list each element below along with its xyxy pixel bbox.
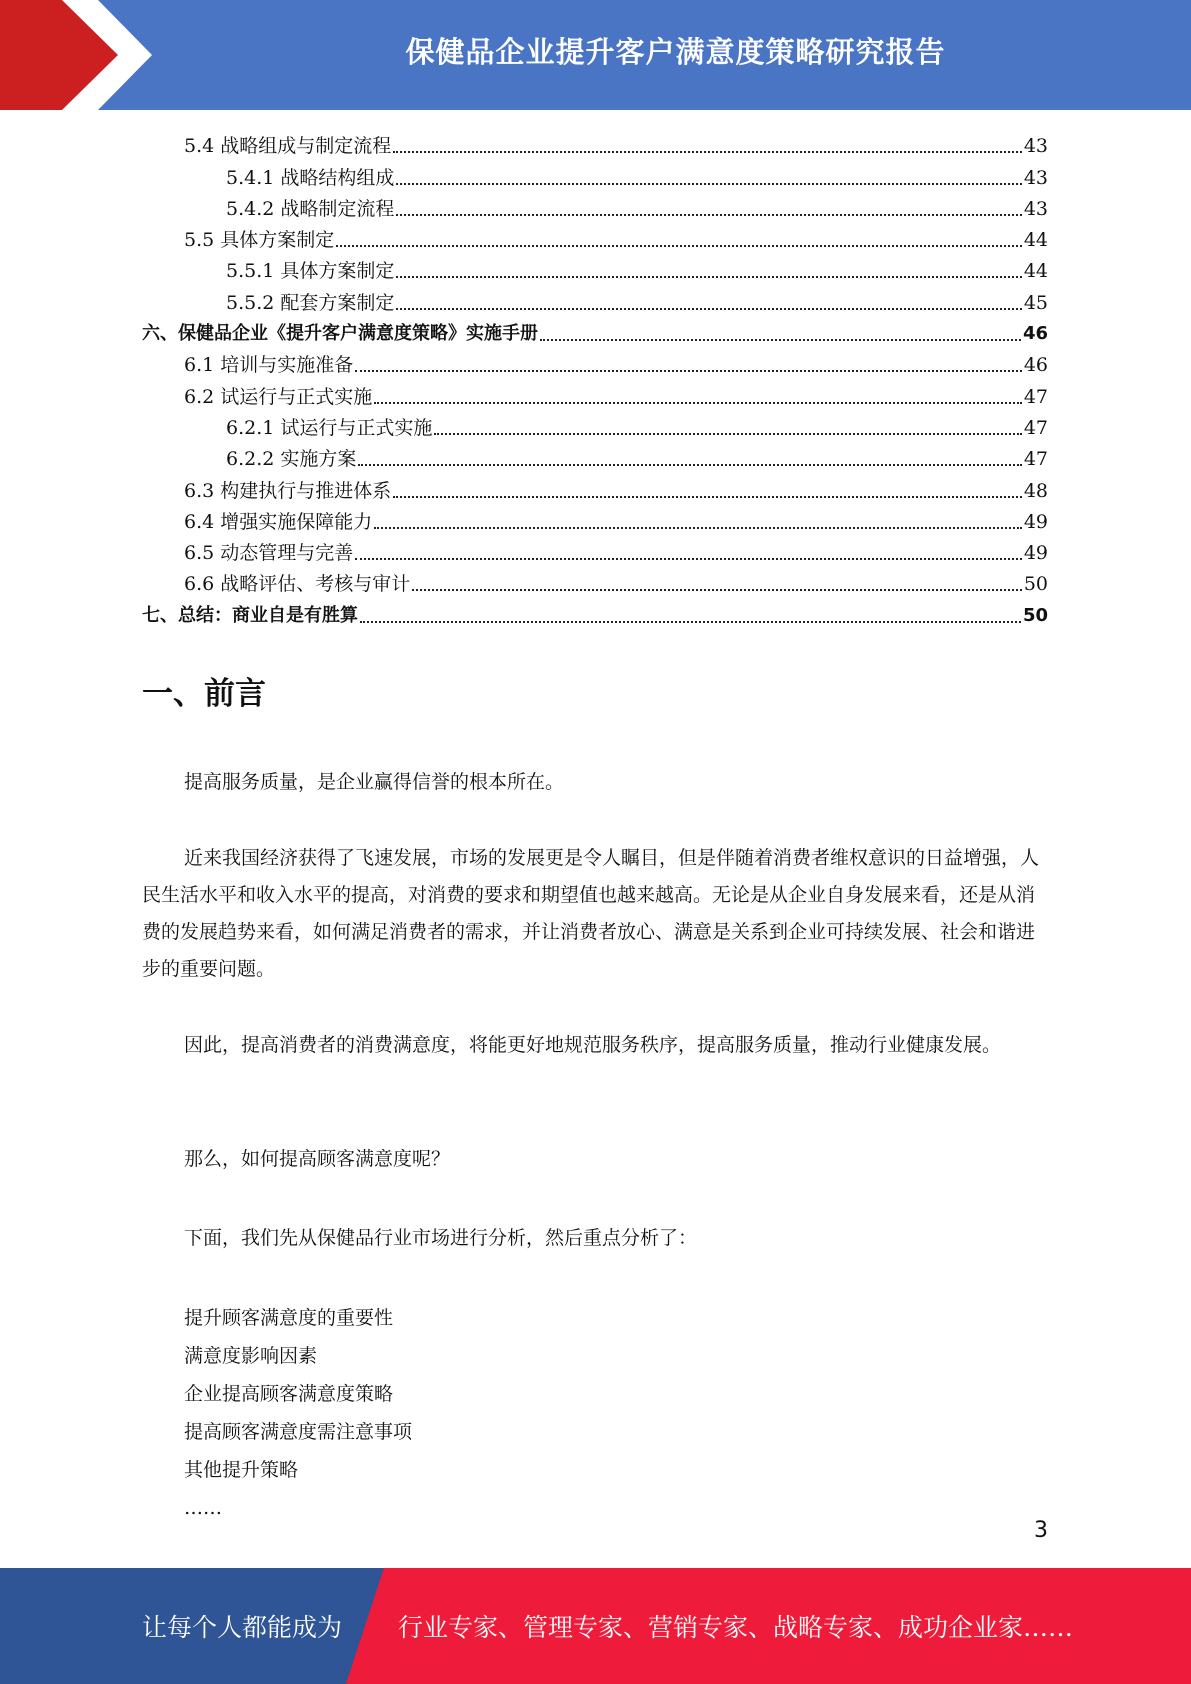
list-item: 企业提高顾客满意度策略: [184, 1383, 394, 1405]
toc-entry-label: 6.1 培训与实施准备: [184, 354, 354, 377]
list-item: 提高顾客满意度需注意事项: [184, 1421, 413, 1443]
toc-entry-page: 44: [1023, 229, 1048, 252]
list-item: 其他提升策略: [184, 1459, 299, 1481]
paragraph: 提高服务质量，是企业赢得信誉的根本所在。: [184, 771, 565, 793]
toc-entry-label: 6.3 构建执行与推进体系: [184, 479, 392, 502]
toc-entry-page: 50: [1023, 573, 1048, 596]
toc-leader-dots: [336, 244, 1022, 247]
toc-entry-page: 47: [1023, 385, 1048, 408]
toc-entry[interactable]: [142, 127, 1048, 158]
toc-entry-label: 七、总结：商业自是有胜算: [142, 604, 358, 626]
header-title: 保健品企业提升客户满意度策略研究报告: [405, 34, 946, 69]
toc-entry-label: 六、保健品企业《提升客户满意度策略》实施手册: [142, 323, 538, 345]
analysis-list: [184, 1299, 412, 1527]
toc-entry[interactable]: [142, 471, 1048, 502]
toc-leader-dots: [396, 275, 1021, 278]
toc-entry[interactable]: [142, 190, 1048, 221]
toc-leader-dots: [355, 369, 1022, 372]
toc-entry[interactable]: [142, 346, 1048, 377]
toc-leader-dots: [434, 432, 1021, 435]
toc-entry-page: 45: [1023, 291, 1048, 314]
toc-entry-label: 6.2 试运行与正式实施: [184, 385, 373, 408]
toc-leader-dots: [355, 557, 1022, 560]
toc-leader-dots: [396, 307, 1021, 310]
toc-leader-dots: [374, 526, 1022, 529]
toc-entry[interactable]: [142, 440, 1048, 471]
toc-entry[interactable]: [142, 534, 1048, 565]
toc-entry-label: 6.6 战略评估、考核与审计: [184, 573, 411, 596]
toc-leader-dots: [396, 213, 1021, 216]
toc-entry-page: 43: [1023, 135, 1048, 158]
toc-entry-label: 5.4.1 战略结构组成: [226, 166, 395, 189]
paragraph: 近来我国经济获得了飞速发展，市场的发展更是令人瞩目，但是伴随着消费者维权意识的日益增强，人民生活水平和收入水平的提高，对消费的要求和期望值也越来越高。无论是从企业自身发展来看，还是从消费的发展趋势来看，如何满足消费者的需求，并让消费者放心、满意是关系到企业可持续发展、社会和谐进步的重要问题。: [142, 847, 1040, 980]
toc-entry-label: 6.5 动态管理与完善: [184, 542, 354, 565]
toc-entry-page: 49: [1023, 542, 1048, 565]
toc-leader-dots: [374, 401, 1022, 404]
toc-leader-dots: [412, 588, 1022, 591]
toc-leader-dots: [358, 463, 1021, 466]
toc-entry-page: 50: [1022, 604, 1048, 626]
paragraph: 因此，提高消费者的消费满意度，将能更好地规范服务秩序，提高服务质量，推动行业健康发展。: [184, 1034, 1002, 1056]
toc-entry-page: 43: [1023, 197, 1048, 220]
section-title: 一、前言: [142, 676, 266, 712]
toc-entry[interactable]: [142, 315, 1048, 346]
toc-entry-label: 6.2.2 实施方案: [226, 448, 357, 471]
toc-leader-dots: [393, 150, 1022, 153]
toc-entry-label: 5.5.1 具体方案制定: [226, 260, 395, 283]
toc-entry-page: 44: [1023, 260, 1048, 283]
toc-entry-page: 46: [1023, 354, 1048, 377]
toc-entry-label: 6.2.1 试运行与正式实施: [226, 416, 433, 439]
page-number: 3: [1034, 1518, 1048, 1543]
toc-leader-dots: [393, 495, 1022, 498]
toc-entry[interactable]: [142, 377, 1048, 408]
toc-entry[interactable]: [142, 221, 1048, 252]
toc-entry-label: 6.4 增强实施保障能力: [184, 510, 373, 533]
toc-entry-page: 48: [1023, 479, 1048, 502]
toc-entry[interactable]: [142, 283, 1048, 314]
toc-entry-page: 47: [1023, 416, 1048, 439]
paragraph: 下面，我们先从保健品行业市场进行分析，然后重点分析了：: [184, 1227, 698, 1249]
paragraph: 那么，如何提高顾客满意度呢？: [184, 1148, 451, 1170]
toc-entry[interactable]: [142, 158, 1048, 189]
header-chevron-decoration: [0, 0, 160, 110]
toc-entry[interactable]: [142, 409, 1048, 440]
toc-entry-page: 49: [1023, 510, 1048, 533]
footer-slogan-right: 行业专家、管理专家、营销专家、战略专家、成功企业家……: [398, 1613, 1074, 1642]
list-item: 提升顾客满意度的重要性: [184, 1307, 394, 1329]
toc-entry-label: 5.4 战略组成与制定流程: [184, 135, 392, 158]
toc-entry-page: 43: [1023, 166, 1048, 189]
toc-entry[interactable]: [142, 503, 1048, 534]
toc-entry-page: 47: [1023, 448, 1048, 471]
toc-entry-label: 5.4.2 战略制定流程: [226, 197, 395, 220]
page-footer: [0, 1568, 1191, 1684]
toc-entry-label: 5.5 具体方案制定: [184, 229, 335, 252]
page-header: [0, 0, 1191, 110]
list-item: 满意度影响因素: [184, 1345, 318, 1367]
list-item: ……: [184, 1497, 222, 1519]
toc-entry[interactable]: [142, 252, 1048, 283]
toc-entry[interactable]: [142, 596, 1048, 627]
toc-entry-page: 46: [1022, 323, 1048, 345]
toc-entry[interactable]: [142, 565, 1048, 596]
table-of-contents: [142, 127, 1048, 628]
toc-leader-dots: [360, 620, 1021, 623]
footer-slogan-left: 让每个人都能成为: [142, 1613, 343, 1642]
toc-leader-dots: [396, 182, 1021, 185]
toc-entry-label: 5.5.2 配套方案制定: [226, 291, 395, 314]
toc-leader-dots: [540, 338, 1021, 341]
